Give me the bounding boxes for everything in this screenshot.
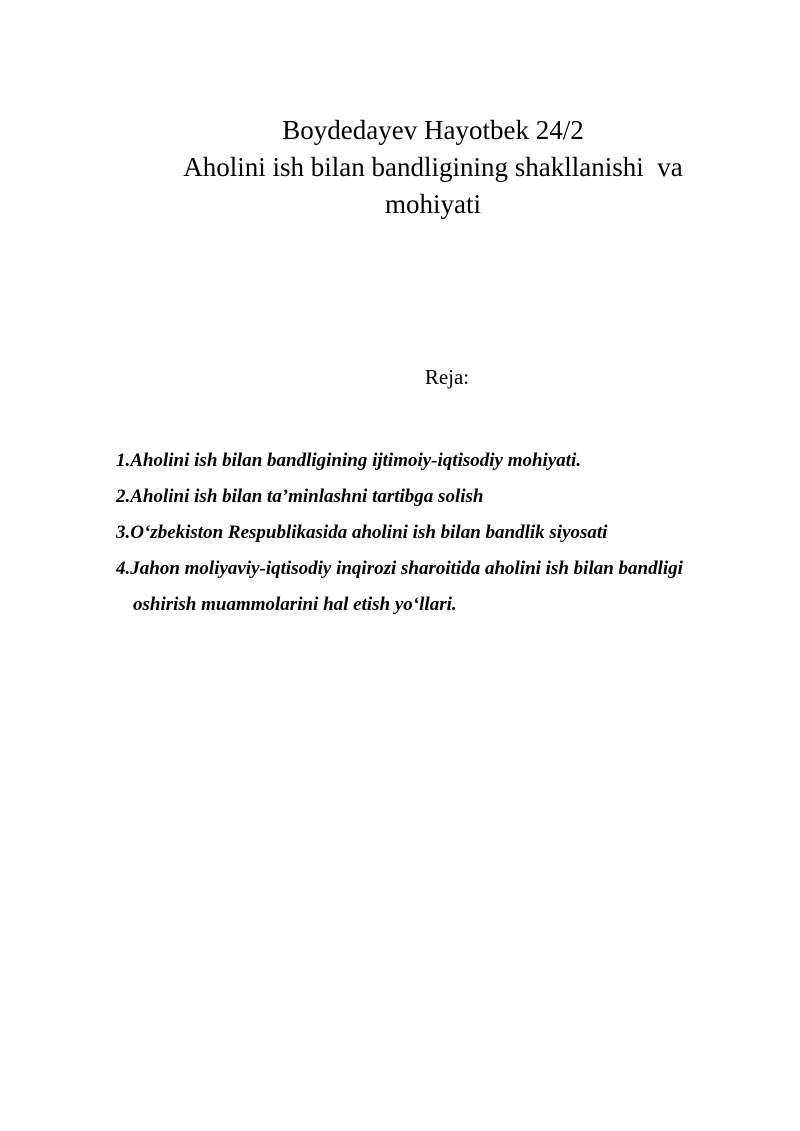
plan-item-4-continuation: oshirish muammolarini hal etish yo‘llari. <box>133 594 457 615</box>
author-line: Boydedayev Hayotbek 24/2 <box>282 115 584 145</box>
plan-heading: Reja: <box>424 365 470 389</box>
plan-item-4-text: 4.Jahon moliyaviy-iqtisodiy inqirozi sharoitida aholini ish bilan bandligi <box>116 558 683 579</box>
title-block <box>0 112 800 223</box>
plan-item-3: 3.O‘zbekiston Respublikasida aholini ish bilan bandlik siyosati <box>116 522 608 543</box>
plan-item-4 <box>116 551 756 623</box>
plan-list <box>116 443 756 623</box>
plan-item-2: 2.Aholini ish bilan ta’minlashni tartibga solish <box>116 486 484 507</box>
document-title-line-1: Aholini ish bilan bandligining shakllanishi va <box>183 152 683 182</box>
plan-item-1: 1.Aholini ish bilan bandligining ijtimoiy-iqtisodiy mohiyati. <box>116 450 582 471</box>
document-title-line-2: mohiyati <box>385 189 481 219</box>
